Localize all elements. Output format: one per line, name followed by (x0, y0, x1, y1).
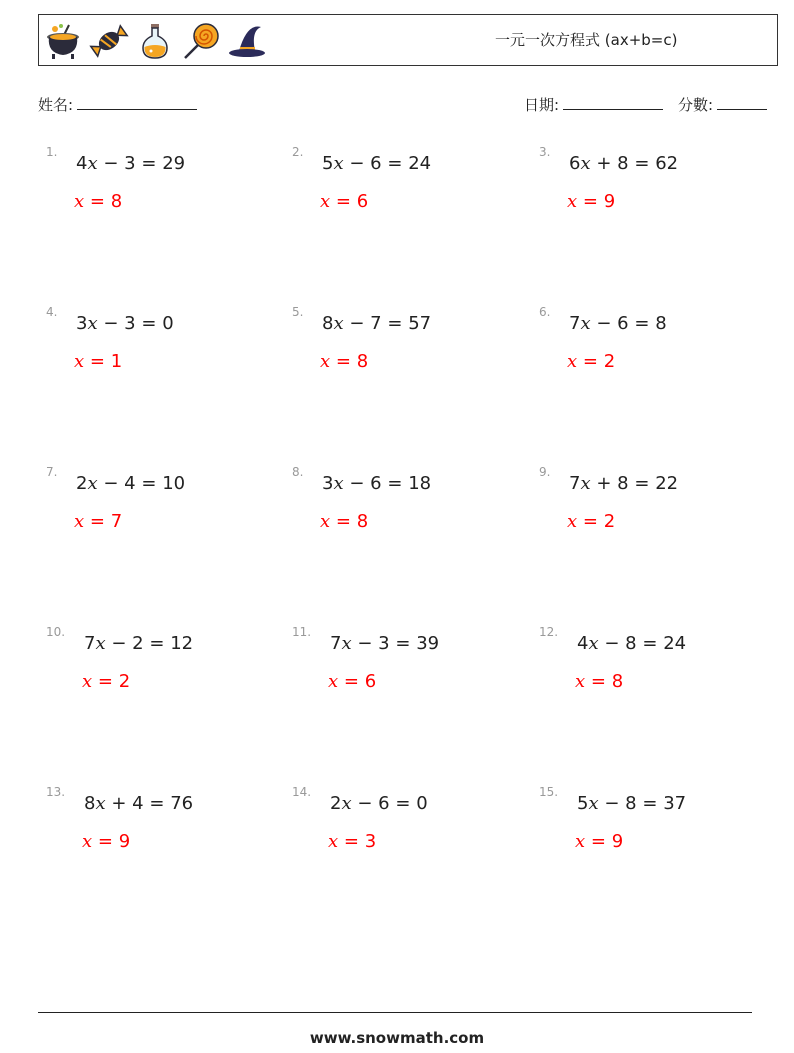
problem-answer: x = 3 (328, 831, 377, 852)
problem-number: 14. (292, 785, 312, 799)
problem-equation: 7x − 3 = 39 (330, 633, 440, 654)
problem-equation: 2x − 6 = 0 (330, 793, 428, 814)
name-label: 姓名: (38, 96, 74, 114)
problem-answer: x = 2 (567, 351, 616, 372)
problem-equation: 6x + 8 = 62 (569, 153, 679, 174)
problem-answer: x = 6 (320, 191, 369, 212)
date-blank-line (563, 95, 663, 110)
date-label: 日期: (524, 96, 560, 114)
problem-equation: 7x − 6 = 8 (569, 313, 667, 334)
problem-equation: 7x − 2 = 12 (84, 633, 194, 654)
cauldron-icon (43, 21, 83, 61)
score-label: 分數: (678, 96, 714, 114)
problem-answer: x = 8 (320, 511, 369, 532)
problem-equation: 5x − 8 = 37 (577, 793, 687, 814)
problem-number: 13. (46, 785, 66, 799)
problem-equation: 4x − 8 = 24 (577, 633, 687, 654)
potion-bottle-icon (135, 21, 175, 61)
problem-equation: 3x − 6 = 18 (322, 473, 432, 494)
problem-answer: x = 9 (575, 831, 624, 852)
problem-number: 12. (539, 625, 559, 639)
problem-answer: x = 6 (328, 671, 377, 692)
date-field[interactable] (524, 94, 663, 115)
problem-number: 4. (46, 305, 58, 319)
score-field[interactable] (678, 94, 767, 115)
problem-equation: 3x − 3 = 0 (76, 313, 174, 334)
footer-url[interactable]: www.snowmath.com (309, 1029, 485, 1047)
score-blank-line (717, 95, 767, 110)
problem-equation: 8x − 7 = 57 (322, 313, 432, 334)
problem-answer: x = 7 (74, 511, 123, 532)
problem-answer: x = 8 (320, 351, 369, 372)
problem-number: 7. (46, 465, 58, 479)
problem-number: 3. (539, 145, 551, 159)
problem-equation: 7x + 8 = 22 (569, 473, 679, 494)
witch-hat-icon (227, 21, 267, 61)
problem-answer: x = 2 (567, 511, 616, 532)
footer-divider (38, 1012, 752, 1013)
problem-number: 11. (292, 625, 312, 639)
problem-number: 5. (292, 305, 304, 319)
name-blank-line (77, 95, 197, 110)
problem-answer: x = 1 (74, 351, 123, 372)
problem-number: 8. (292, 465, 304, 479)
page-title: 一元一次方程式 (ax+b=c) (495, 31, 678, 49)
problem-equation: 8x + 4 = 76 (84, 793, 194, 814)
problem-answer: x = 9 (82, 831, 131, 852)
problem-number: 9. (539, 465, 551, 479)
problem-number: 6. (539, 305, 551, 319)
problem-answer: x = 9 (567, 191, 616, 212)
problem-number: 1. (46, 145, 58, 159)
problem-answer: x = 2 (82, 671, 131, 692)
problem-answer: x = 8 (575, 671, 624, 692)
name-field[interactable] (38, 94, 197, 115)
problem-answer: x = 8 (74, 191, 123, 212)
problem-equation: 2x − 4 = 10 (76, 473, 186, 494)
problem-equation: 4x − 3 = 29 (76, 153, 186, 174)
problem-number: 2. (292, 145, 304, 159)
problem-number: 10. (46, 625, 66, 639)
worksheet-header (38, 14, 778, 66)
icon-strip (43, 19, 267, 63)
candy-icon (89, 21, 129, 61)
problem-number: 15. (539, 785, 559, 799)
lollipop-icon (181, 21, 221, 61)
problem-equation: 5x − 6 = 24 (322, 153, 432, 174)
